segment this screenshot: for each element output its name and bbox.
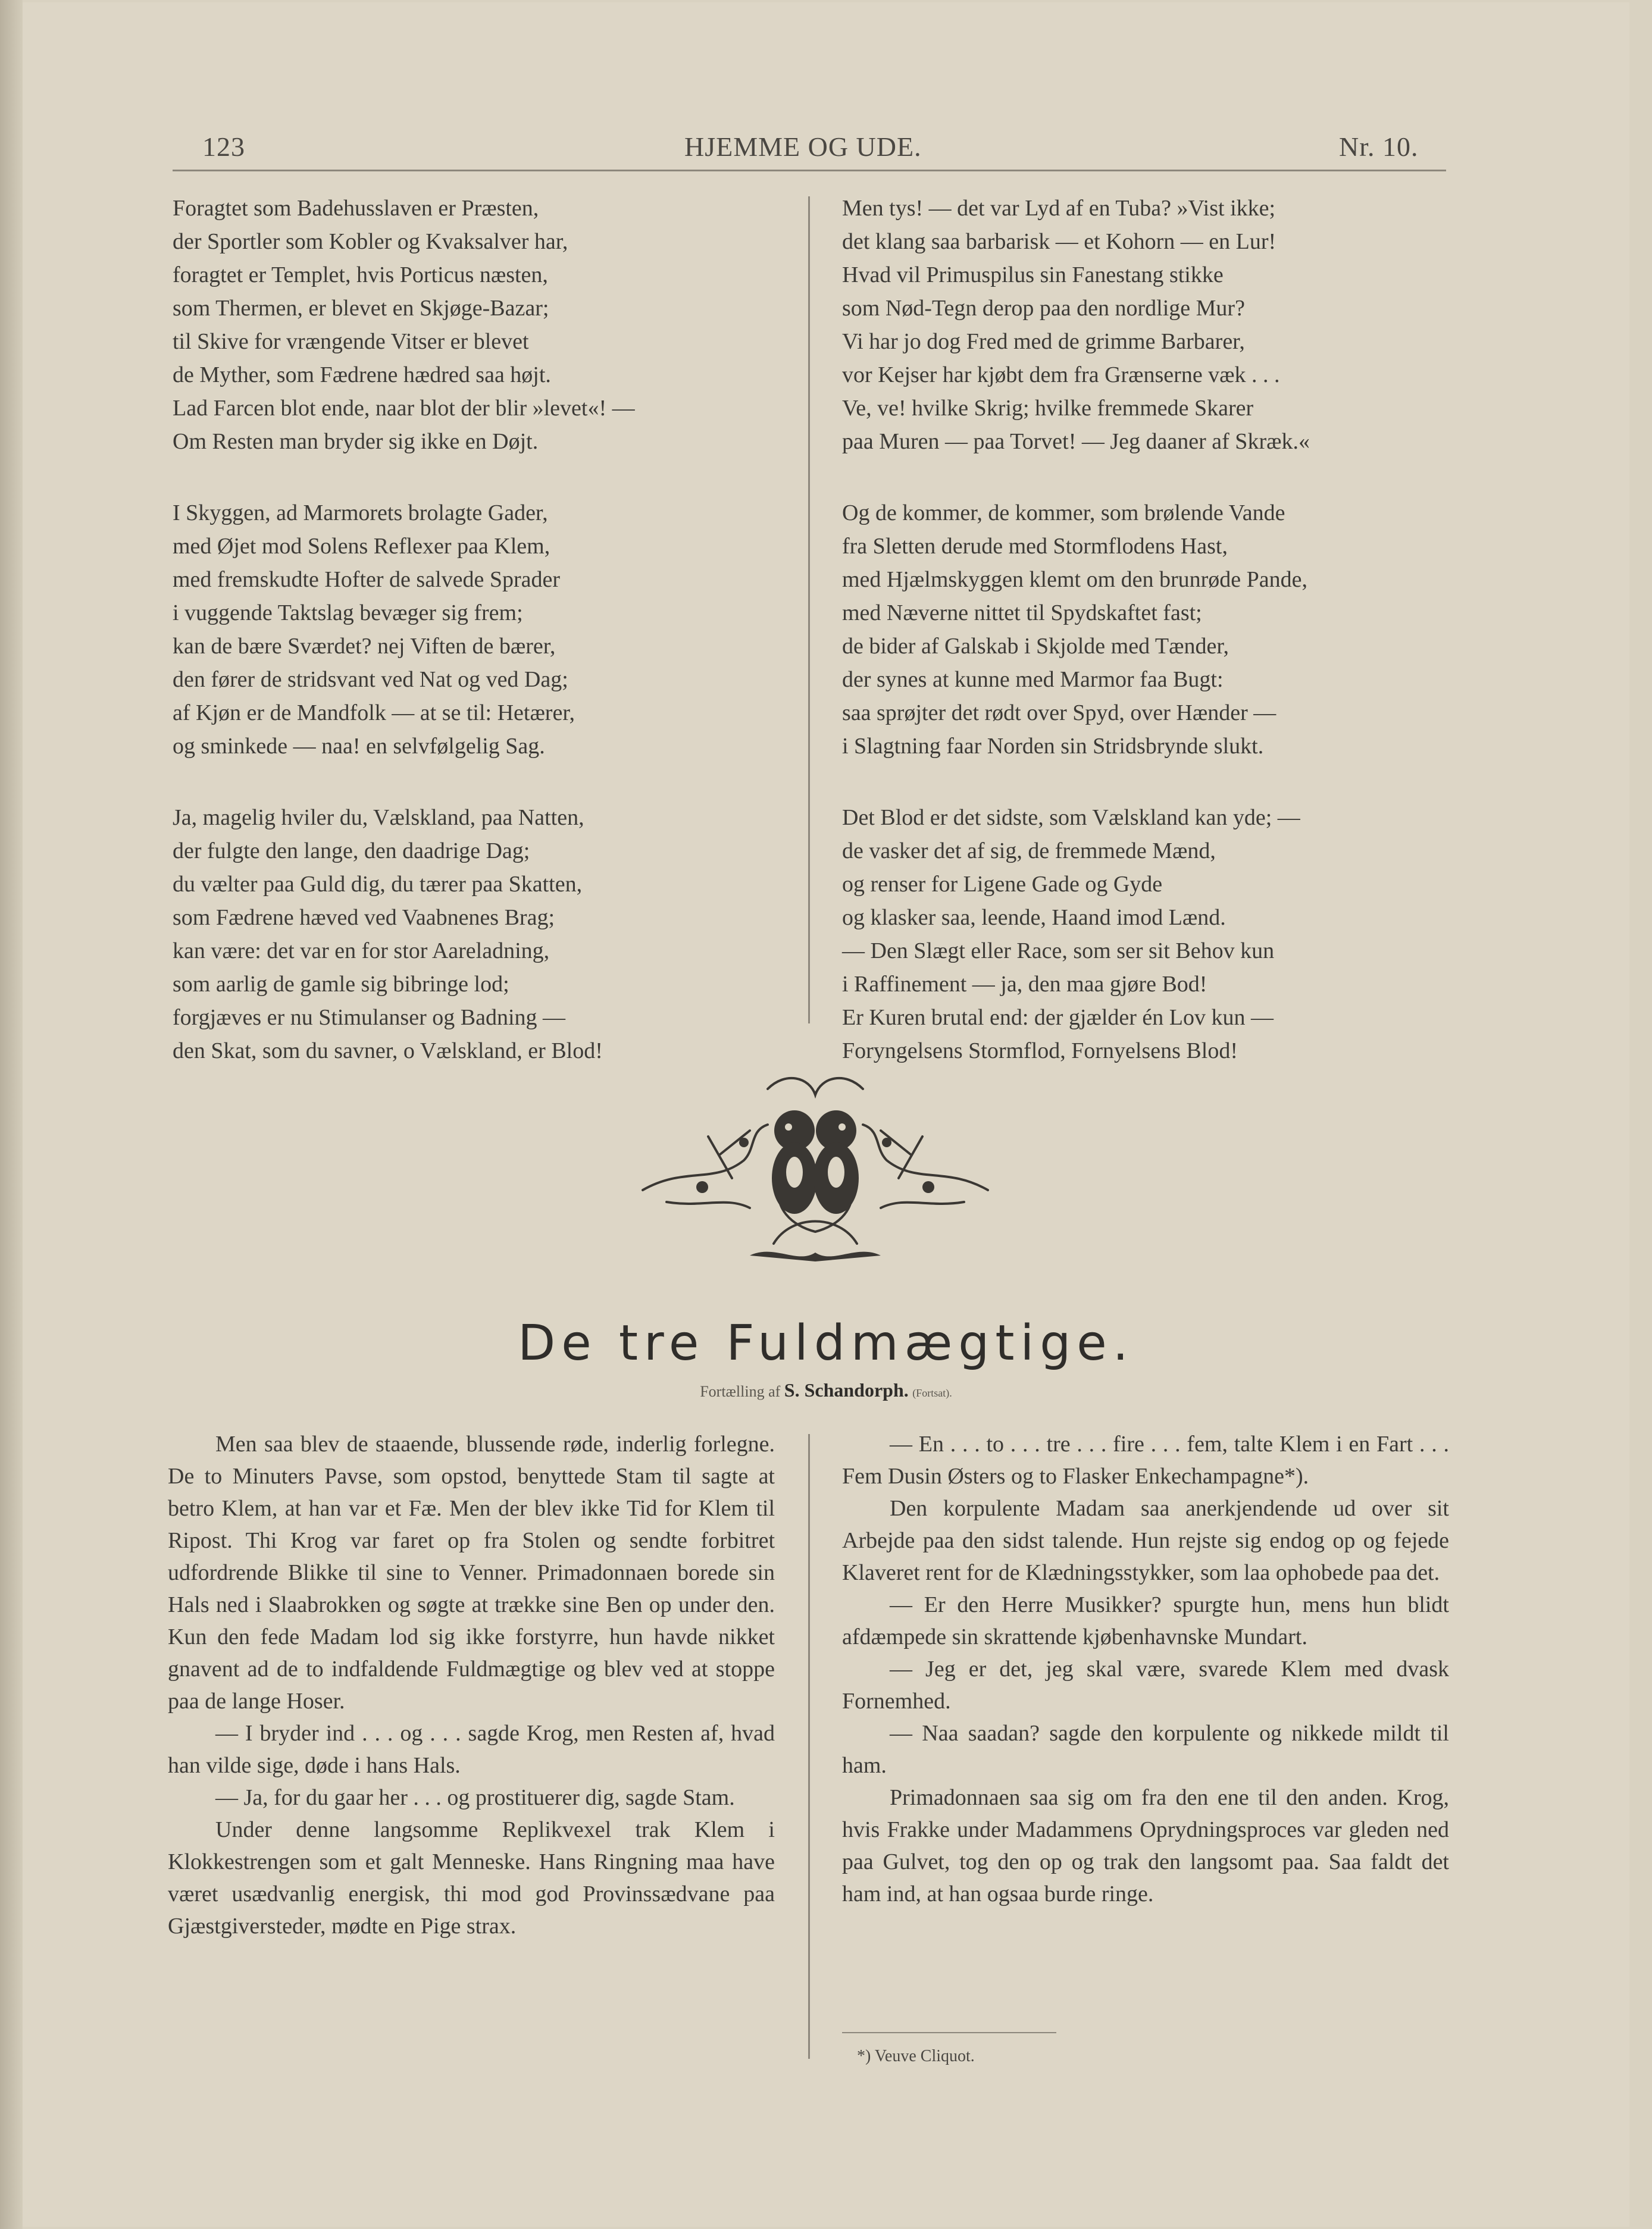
poem-line: de bider af Galskab i Skjolde med Tænder, <box>842 634 1229 659</box>
page-number: 123 <box>202 132 245 162</box>
poem-line: saa sprøjter det rødt over Spyd, over Hænder — <box>842 700 1276 725</box>
poem-line: der fulgte den lange, den daadrige Dag; <box>173 838 530 863</box>
poem-line: i vuggende Taktslag bevæger sig frem; <box>173 600 523 625</box>
poem-column-rule <box>808 196 810 1023</box>
poem-line: der synes at kunne med Marmor faa Bugt: <box>842 667 1224 692</box>
story-paragraph: Den korpulente Madam saa anerkjendende ud over sit Arbejde paa den sidst talende. Hun rejste sig endog op og fejede Klaveret rent for de Klædningsstykker, som laa ophobede paa det. <box>842 1496 1449 1585</box>
poem-line: som Fædrene hæved ved Vaabnenes Brag; <box>173 905 555 930</box>
issue-number: Nr. 10. <box>1339 132 1419 162</box>
story-paragraph: — Ja, for du gaar her . . . og prostituerer dig, sagde Stam. <box>215 1785 735 1810</box>
poem-line: med Hjælmskyggen klemt om den brunrøde Pande, <box>842 567 1308 592</box>
poem-line: med Næverne nittet til Spydskaftet fast; <box>842 600 1202 625</box>
poem-line: vor Kejser har kjøbt dem fra Grænserne væk . . . <box>842 362 1280 387</box>
poem-line: foragtet er Templet, hvis Porticus næsten, <box>173 262 548 287</box>
author-name: S. Schandorph. <box>784 1379 909 1401</box>
footnote-rule <box>842 2032 1056 2033</box>
page-binding-edge <box>0 0 23 2229</box>
poem-line: af Kjøn er de Mandfolk — at se til: Hetærer, <box>173 700 575 725</box>
poem-line: med fremskudte Hofter de salvede Sprader <box>173 567 561 592</box>
poem-line: og renser for Ligene Gade og Gyde <box>842 872 1163 897</box>
poem-line: Hvad vil Primuspilus sin Fanestang stikke <box>842 262 1224 287</box>
story-paragraph: Under denne langsomme Replikvexel trak Klem i Klokkestrengen som et galt Menneske. Hans Ringning maa have været usædvanlig energisk, thi mod god Provinssædvane paa Gjæstgiversteder, mødte en Pige strax. <box>168 1817 775 1939</box>
poem-line: den Skat, som du savner, o Vælskland, er Blod! <box>173 1038 603 1063</box>
story-paragraph: — Jeg er det, jeg skal være, svarede Klem med dvask Fornemhed. <box>842 1657 1449 1714</box>
poem-stanza <box>173 496 780 763</box>
poem-stanza <box>173 192 780 458</box>
poem-stanza <box>842 192 1449 458</box>
poem-line: Lad Farcen blot ende, naar blot der blir »levet«! — <box>173 396 635 421</box>
story-paragraph: Primadonnaen saa sig om fra den ene til den anden. Krog, hvis Frakke under Madammens Oprydningsproces var gleden ned paa Gulvet, tog den op og trak den langsomt paa. Saa faldt det ham ind, at han ogsaa burde ringe. <box>842 1785 1449 1906</box>
poem-line: — Den Slægt eller Race, som ser sit Behov kun <box>842 938 1275 963</box>
poem-line: som aarlig de gamle sig bibringe lod; <box>173 972 509 997</box>
byline-prefix: Fortælling af <box>700 1383 781 1400</box>
poem-line: Ja, magelig hviler du, Vælskland, paa Natten, <box>173 805 584 830</box>
poem-line: som Thermen, er blevet en Skjøge-Bazar; <box>173 296 549 321</box>
poem-line: og sminkede — naa! en selvfølgelig Sag. <box>173 734 545 759</box>
story-paragraph: Men saa blev de staaende, blussende røde, inderlig forlegne. De to Minuters Pavse, som opstod, benyttede Stam til sagte at betro Klem, at han var et Fæ. Men der blev ikke Tid for Klem til Ripost. Thi Krog var faret op fra Stolen og sendte forbitret udfordrende Blikke til sine to Venner. Primadonnaen borede sin Hals ned i Slaabrokken og søgte at trække sine Ben op under den. Kun den fede Madam lod sig ikke forstyrre, hun havde nikket gnavent ad de to indfaldende Fuldmægtige og blev ved at stoppe paa de lange Hoser. <box>168 1432 775 1714</box>
story-paragraph: — Er den Herre Musikker? spurgte hun, mens hun blidt afdæmpede sin skrattende kjøbenhavnske Mundart. <box>842 1592 1449 1649</box>
poem-line: fra Sletten derude med Stormflodens Hast, <box>842 534 1228 559</box>
poem-line: du vælter paa Guld dig, du tærer paa Skatten, <box>173 872 583 897</box>
poem-line: Det Blod er det sidste, som Vælskland kan yde; — <box>842 805 1300 830</box>
poem-right-column <box>842 192 1449 1106</box>
poem-stanza <box>842 496 1449 763</box>
poem-line: I Skyggen, ad Marmorets brolagte Gader, <box>173 500 548 525</box>
poem-line: den fører de stridsvant ved Nat og ved Dag; <box>173 667 568 692</box>
footnote: *) Veuve Cliquot. <box>857 2047 975 2065</box>
poem-line: med Øjet mod Solens Reflexer paa Klem, <box>173 534 550 559</box>
header-rule <box>173 170 1446 171</box>
poem-line: forgjæves er nu Stimulanser og Badning — <box>173 1005 566 1030</box>
poem-line: Foragtet som Badehusslaven er Præsten, <box>173 196 539 221</box>
story-byline <box>0 1379 1652 1401</box>
poem-line: Om Resten man bryder sig ikke en Døjt. <box>173 429 539 454</box>
story-title: De tre Fuldmægtige. <box>518 1315 1134 1372</box>
poem-line: og klasker saa, leende, Haand imod Lænd. <box>842 905 1226 930</box>
poem-stanza <box>173 801 780 1067</box>
poem-line: Er Kuren brutal end: der gjælder én Lov kun — <box>842 1005 1274 1030</box>
story-paragraph: — En . . . to . . . tre . . . fire . . . fem, talte Klem i en Fart . . . Fem Dusin Østers og to Flasker Enkechampagne*). <box>842 1432 1449 1489</box>
story-paragraph: — I bryder ind . . . og . . . sagde Krog, men Resten af, hvad han vilde sige, døde i hans Hals. <box>168 1721 775 1778</box>
poem-line: i Slagtning faar Norden sin Stridsbrynde slukt. <box>842 734 1264 759</box>
poem-line: det klang saa barbarisk — et Kohorn — en Lur! <box>842 229 1276 254</box>
poem-line: Ve, ve! hvilke Skrig; hvilke fremmede Skarer <box>842 396 1254 421</box>
poem-line: Men tys! — det var Lyd af en Tuba? »Vist ikke; <box>842 196 1276 221</box>
continued-note: (Fortsat). <box>912 1387 952 1399</box>
poem-line: til Skive for vrængende Vitser er blevet <box>173 329 529 354</box>
story-right-column <box>842 1428 1449 1910</box>
journal-title: HJEMME OG UDE. <box>684 132 922 162</box>
poem-line: paa Muren — paa Torvet! — Jeg daaner af Skræk.« <box>842 429 1310 454</box>
poem-left-column <box>173 192 780 1106</box>
story-left-column <box>168 1428 775 1942</box>
poem-line: de Myther, som Fædrene hædred saa højt. <box>173 362 551 387</box>
poem-stanza <box>842 801 1449 1067</box>
story-paragraph: — Naa saadan? sagde den korpulente og nikkede mildt til ham. <box>842 1721 1449 1778</box>
poem-line: de vasker det af sig, de fremmede Mænd, <box>842 838 1216 863</box>
poem-line: kan være: det var en for stor Aareladning, <box>173 938 550 963</box>
poem-line: kan de bære Sværdet? nej Viften de bærer, <box>173 634 556 659</box>
poem-line: der Sportler som Kobler og Kvaksalver har, <box>173 229 568 254</box>
poem-line: Og de kommer, de kommer, som brølende Vande <box>842 500 1285 525</box>
poem-line: i Raffinement — ja, den maa gjøre Bod! <box>842 972 1207 997</box>
story-column-rule <box>808 1434 810 2059</box>
poem-line: som Nød-Tegn derop paa den nordlige Mur? <box>842 296 1245 321</box>
poem-line: Foryngelsens Stormflod, Fornyelsens Blod! <box>842 1038 1238 1063</box>
cherub-vignette-icon <box>631 1065 1000 1267</box>
poem-line: Vi har jo dog Fred med de grimme Barbarer, <box>842 329 1245 354</box>
